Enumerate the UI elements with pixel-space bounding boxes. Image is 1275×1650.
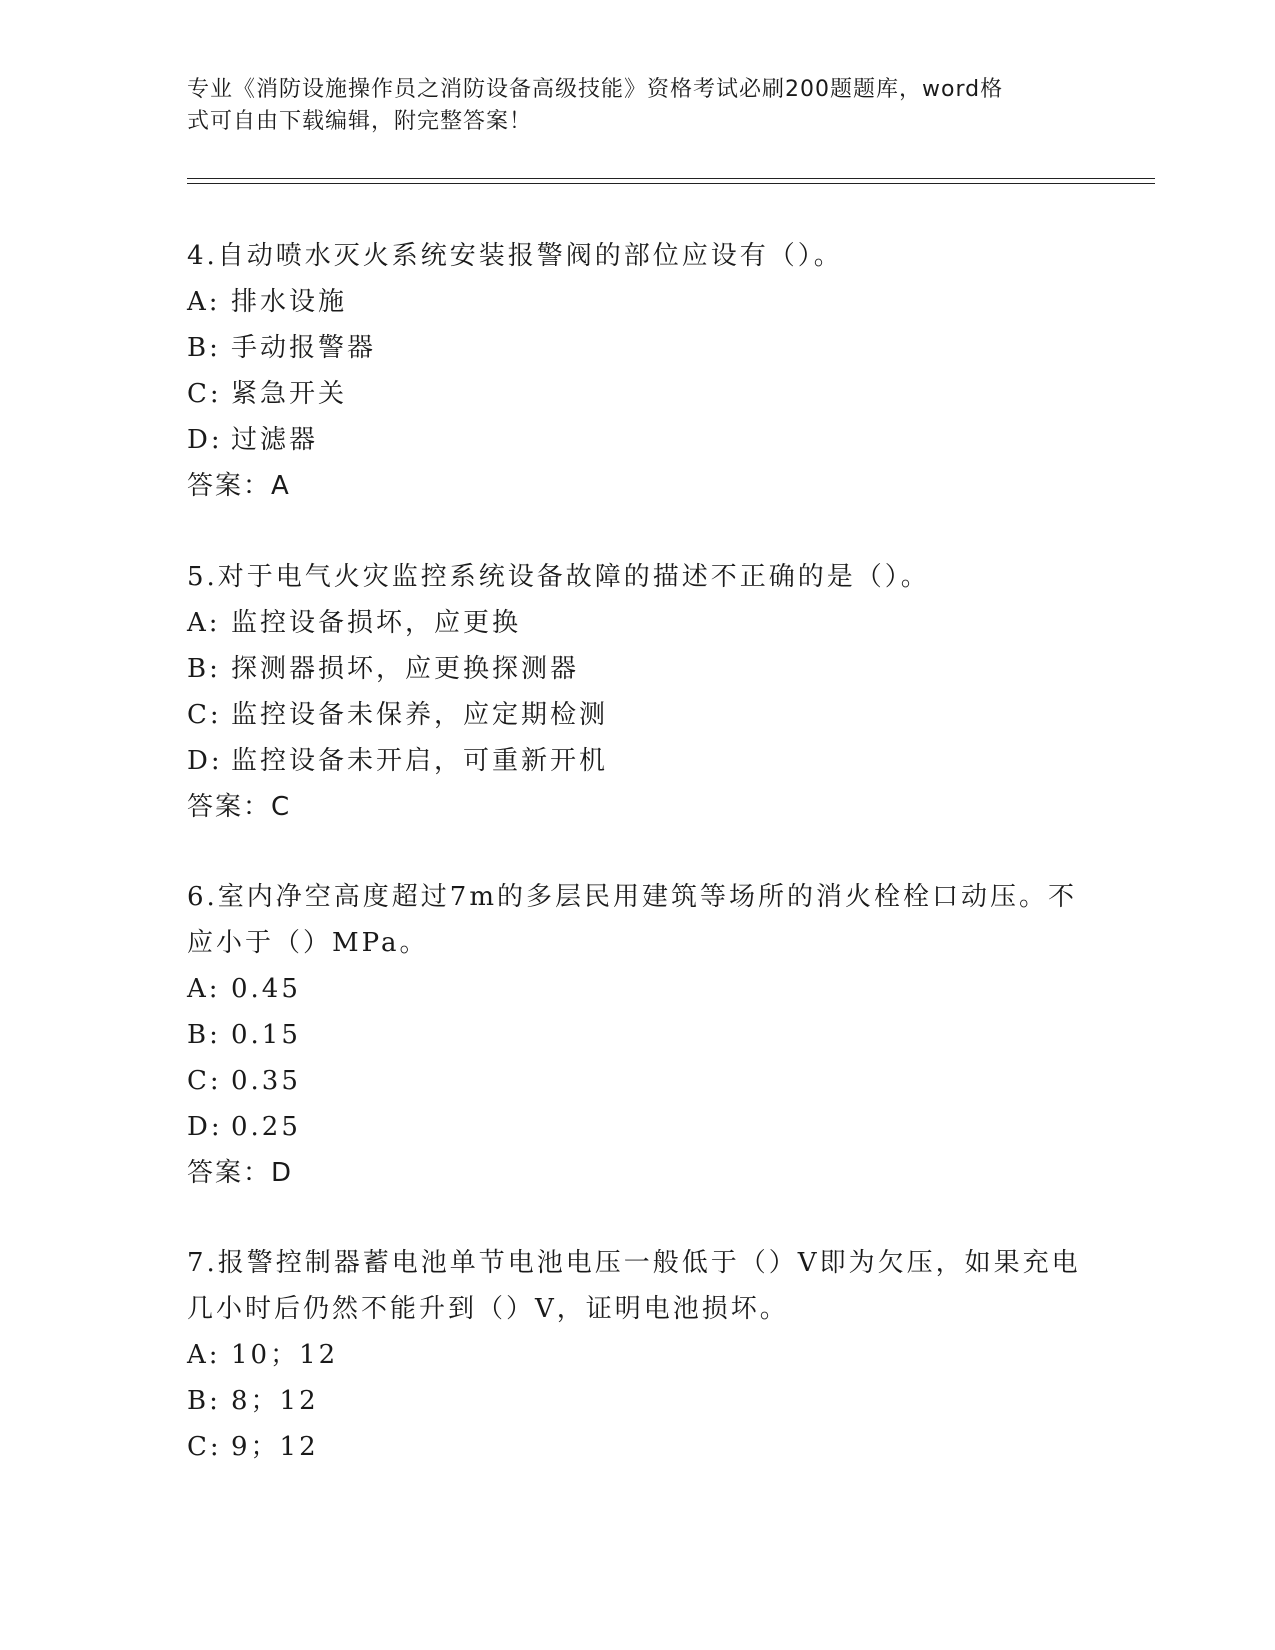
- question-stem: 4.自动喷水灭火系统安装报警阀的部位应设有（）。: [187, 241, 843, 271]
- question-7: [187, 1240, 1087, 1470]
- question-stem: 5.对于电气火灾监控系统设备故障的描述不正确的是（）。: [187, 562, 930, 592]
- option-b: [187, 1378, 1087, 1424]
- option-letter: A:: [187, 974, 221, 1004]
- option-text: 过滤器: [231, 425, 319, 455]
- option-d: [187, 1104, 1087, 1150]
- header-divider-top: [187, 178, 1155, 179]
- option-letter: A:: [187, 287, 221, 317]
- option-text: 9；12: [231, 1432, 319, 1462]
- option-text: 0.15: [231, 1020, 301, 1050]
- option-c: [187, 1424, 1087, 1470]
- option-text: 0.35: [231, 1066, 301, 1096]
- answer-label: 答案：C: [187, 792, 292, 822]
- option-text: 手动报警器: [231, 333, 377, 363]
- option-letter: B:: [187, 654, 221, 684]
- question-5: [187, 554, 1087, 830]
- header-line-1: 专业《消防设施操作员之消防设备高级技能》资格考试必刷200题题库，word格: [187, 77, 1004, 102]
- option-text: 探测器损坏，应更换探测器: [231, 654, 580, 684]
- option-letter: C:: [187, 1066, 222, 1096]
- option-d: [187, 417, 1087, 463]
- option-letter: C:: [187, 700, 222, 730]
- option-letter: B:: [187, 1020, 221, 1050]
- option-a: [187, 600, 1087, 646]
- option-text: 0.25: [231, 1112, 301, 1142]
- option-text: 紧急开关: [231, 379, 348, 409]
- option-a: [187, 1332, 1087, 1378]
- option-text: 8；12: [231, 1386, 319, 1416]
- option-text: 10；12: [231, 1340, 339, 1370]
- option-letter: A:: [187, 608, 221, 638]
- option-text: 监控设备损坏，应更换: [231, 608, 522, 638]
- option-letter: B:: [187, 333, 221, 363]
- option-letter: D:: [187, 425, 223, 455]
- option-c: [187, 1058, 1087, 1104]
- answer-label: 答案：D: [187, 1158, 294, 1188]
- header-line-2: 式可自由下载编辑，附完整答案！: [187, 109, 533, 134]
- option-letter: B:: [187, 1386, 221, 1416]
- option-text: 监控设备未保养，应定期检测: [231, 700, 609, 730]
- option-text: 0.45: [231, 974, 301, 1004]
- document-header: [187, 74, 1077, 138]
- option-letter: C:: [187, 379, 222, 409]
- option-c: [187, 371, 1087, 417]
- option-a: [187, 966, 1087, 1012]
- option-text: 排水设施: [231, 287, 348, 317]
- header-divider-bottom: [187, 183, 1155, 184]
- option-letter: D:: [187, 746, 223, 776]
- option-b: [187, 646, 1087, 692]
- option-a: [187, 279, 1087, 325]
- question-4: [187, 233, 1087, 509]
- option-d: [187, 738, 1087, 784]
- option-letter: A:: [187, 1340, 221, 1370]
- option-letter: C:: [187, 1432, 222, 1462]
- option-text: 监控设备未开启，可重新开机: [231, 746, 609, 776]
- question-stem: 6.室内净空高度超过7m的多层民用建筑等场所的消火栓栓口动压。不应小于（）MPa。: [187, 882, 1078, 958]
- option-b: [187, 325, 1087, 371]
- option-c: [187, 692, 1087, 738]
- answer-label: 答案：A: [187, 471, 291, 501]
- question-6: [187, 874, 1087, 1196]
- question-stem: 7.报警控制器蓄电池单节电池电压一般低于（）V即为欠压，如果充电几小时后仍然不能升到（）V，证明电池损坏。: [187, 1248, 1081, 1324]
- option-b: [187, 1012, 1087, 1058]
- option-letter: D:: [187, 1112, 223, 1142]
